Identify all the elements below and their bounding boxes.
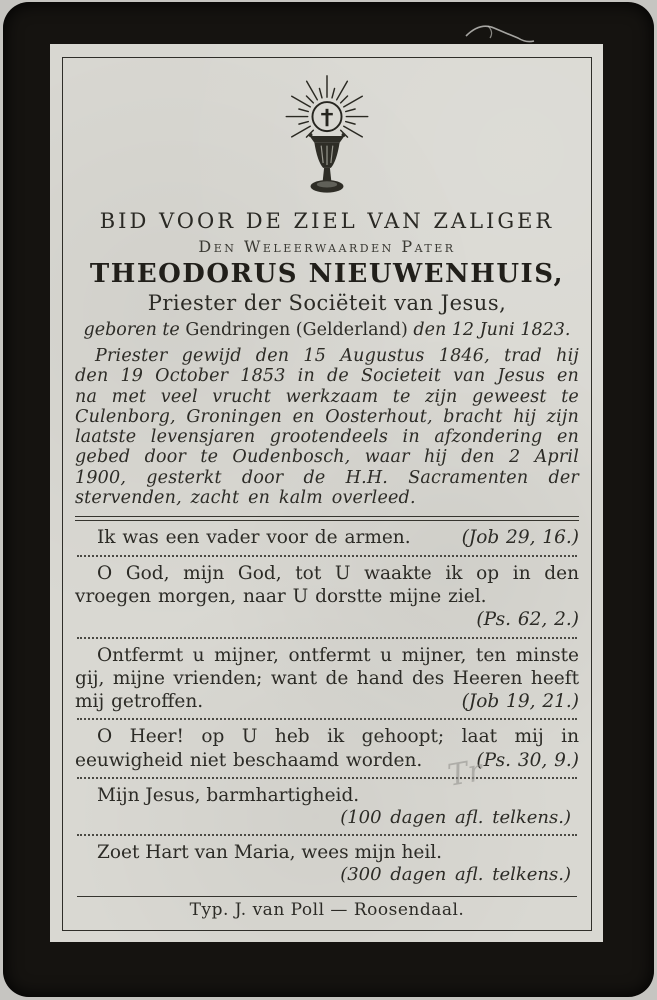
- monstrance-icon: [265, 72, 389, 196]
- biography-paragraph: Priester gewijd den 15 Augustus 1846, trad hij den 19 October 1853 in de Societeit van Jesus en na met veel vrucht werkzaam te zijn geweest te Culenborg, Groningen en Oosterhout, bracht hij zijn laatste levensjaren grootendeels in afzondering en gebed door te Oudenbosch, waar hij den 2 April 1900, gesterkt door de H.H. Sacramenten der stervenden, zacht en kalm overleed.: [75, 346, 579, 509]
- quote-citation: (Job 29, 16.): [461, 527, 579, 549]
- invocation-line: BID VOOR DE ZIEL VAN ZALIGER: [99, 209, 555, 233]
- dotted-divider: [77, 834, 577, 836]
- imprint-rule: [77, 896, 577, 897]
- birth-prefix: geboren te: [83, 320, 180, 340]
- indulgence-note-1: (100 dagen afl. telkens.): [340, 807, 571, 829]
- dotted-divider: [77, 555, 577, 557]
- quote-citation: (Ps. 30, 9.): [476, 749, 579, 771]
- ejaculatory-prayer-2: Zoet Hart van Maria, wees mijn heil.: [97, 841, 443, 863]
- indulgence-note-2: (300 dagen afl. telkens.): [340, 863, 571, 885]
- scripture-quote-2: [75, 562, 579, 632]
- printer-imprint: Typ. J. van Poll — Roosendaal.: [189, 900, 465, 921]
- scripture-quote-4: [75, 725, 579, 772]
- chalice: [309, 133, 346, 193]
- birth-line: [75, 320, 579, 340]
- deceased-title: Priester der Sociëteit van Jesus,: [147, 291, 507, 315]
- quote-text: O Heer! op U heb ik gehoopt; laat mij in eeuwigheid niet beschaamd worden.: [75, 726, 579, 771]
- inner-rule-frame: [62, 57, 592, 931]
- dotted-divider: [77, 777, 577, 779]
- pencil-annotation: Tr: [445, 753, 486, 794]
- icon-wrap: [75, 72, 579, 200]
- quote-text: Ontfermt u mijner, ontfermt u mijner, ten minste gij, mijne vrienden; want de hand des Heeren heeft mij getroffen.: [75, 644, 579, 713]
- prayer-card-paper: [50, 44, 603, 942]
- honorific-line: Den Weleerwaarden Pater: [198, 237, 456, 256]
- birth-date: den 12 Juni 1823.: [413, 320, 571, 340]
- quote-citation: (Ps. 62, 2.): [476, 609, 579, 631]
- dotted-divider: [77, 637, 577, 639]
- birth-place: Gendringen (Gelderland): [185, 320, 408, 340]
- quote-citation: (Job 19, 21.): [461, 691, 579, 713]
- deceased-name: THEODORUS NIEUWENHUIS,: [89, 259, 565, 289]
- scripture-quote-3: [75, 644, 579, 714]
- quote-text: O God, mijn God, tot U waakte ik op in den vroegen morgen, naar U dorstte mijne ziel.: [75, 562, 579, 607]
- double-rule-divider: [75, 516, 579, 521]
- ejaculatory-prayer-1: Mijn Jesus, barmhartigheid.: [97, 785, 360, 807]
- dotted-divider: [77, 718, 577, 720]
- quote-text: Ik was een vader voor de armen.: [97, 527, 411, 549]
- scripture-quote-1: [75, 526, 579, 549]
